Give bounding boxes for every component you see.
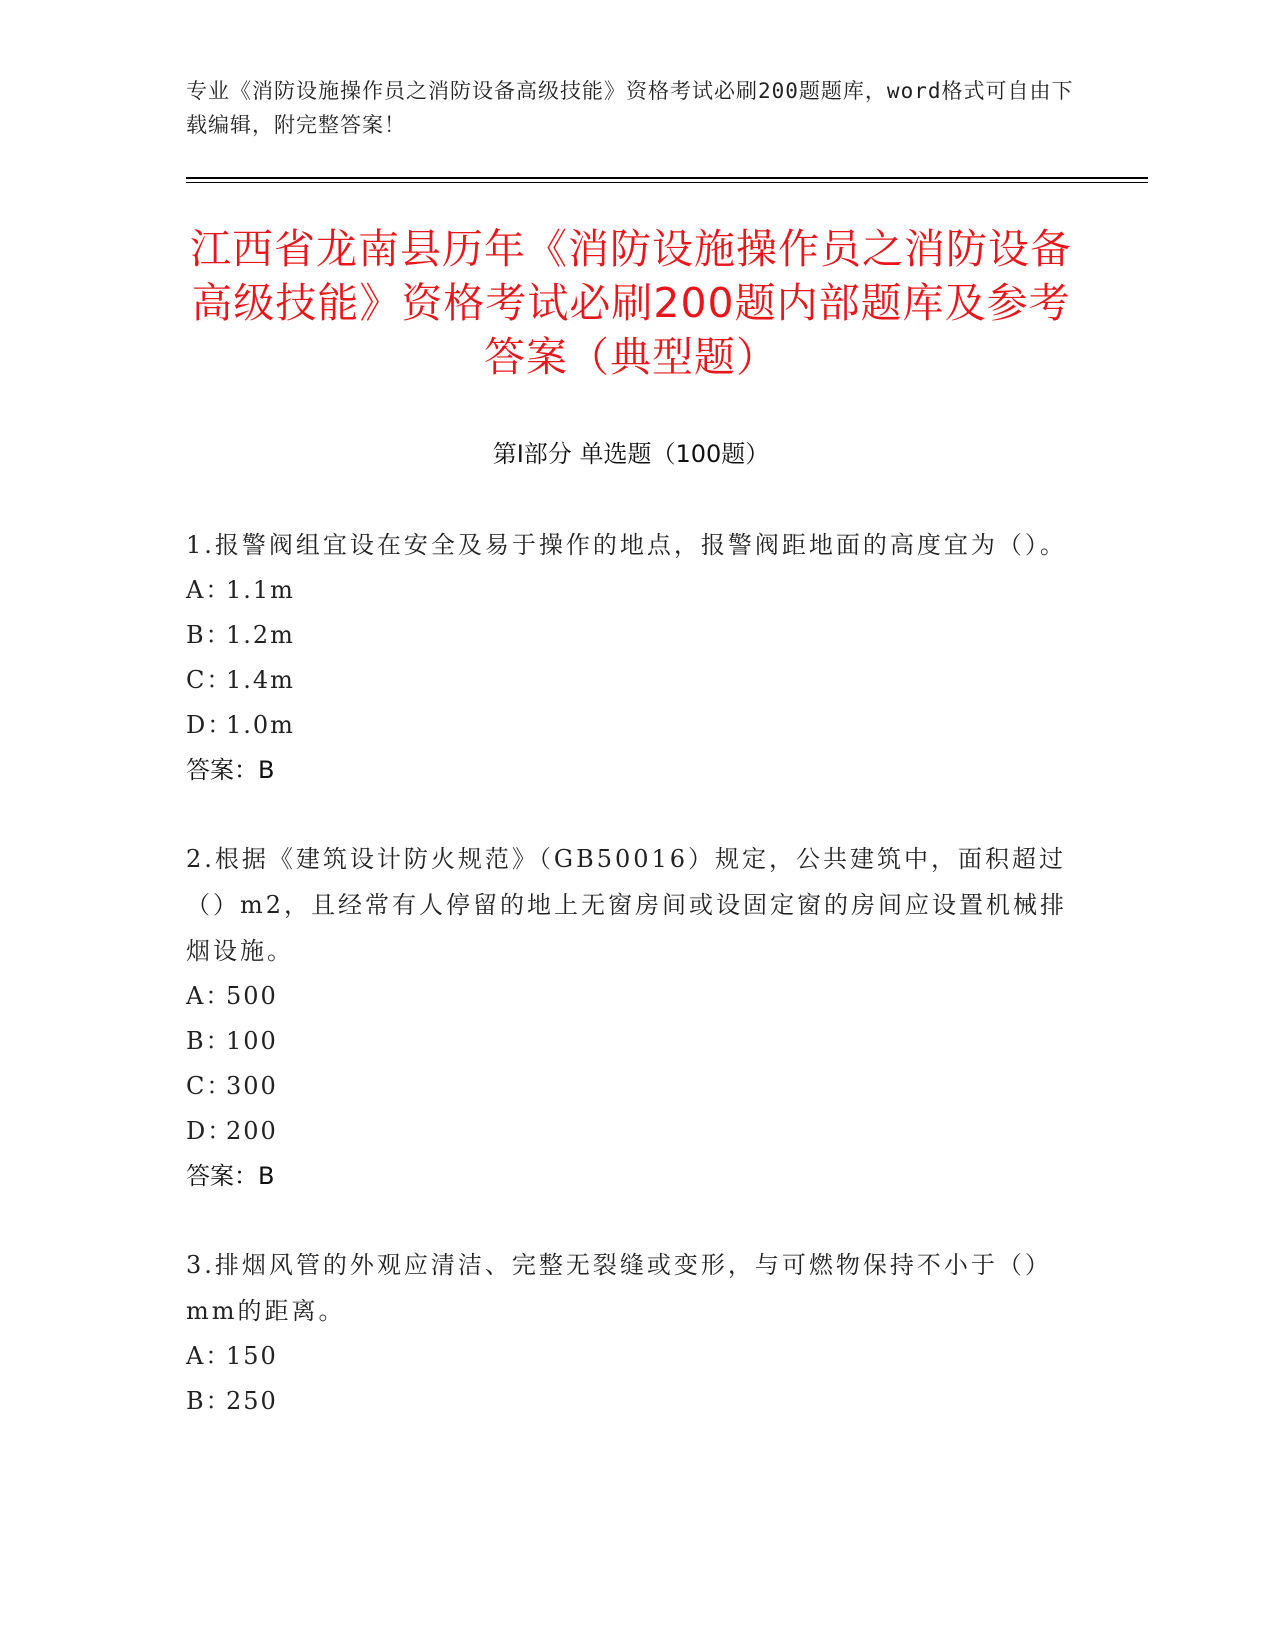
- header-divider: [186, 177, 1148, 179]
- document-title: 江西省龙南县历年《消防设施操作员之消防设备高级技能》资格考试必刷200题内部题库及参考答案（典型题）: [190, 225, 1072, 381]
- option-letter: B：: [186, 1387, 232, 1415]
- option-text: 200: [226, 1117, 278, 1145]
- header-divider-thin: [186, 182, 1148, 183]
- answer-label: 答案：B: [186, 756, 275, 784]
- option-letter: D：: [186, 1117, 234, 1145]
- option-text: 1.1m: [226, 576, 295, 604]
- option-letter: D：: [186, 711, 234, 739]
- option-letter: B：: [186, 1027, 232, 1055]
- option-text: 1.4m: [226, 666, 295, 694]
- option-text: 150: [226, 1342, 278, 1370]
- question-list: [186, 522, 1076, 1468]
- option-letter: A：: [186, 982, 232, 1010]
- answer-label: 答案：B: [186, 1162, 275, 1190]
- question-2: [186, 836, 1076, 1198]
- option-text: 1.2m: [226, 621, 295, 649]
- option-a: [186, 568, 1076, 613]
- option-letter: C：: [186, 666, 233, 694]
- option-b: [186, 613, 1076, 658]
- option-text: 1.0m: [226, 711, 295, 739]
- question-1: [186, 522, 1076, 792]
- option-letter: C：: [186, 1072, 233, 1100]
- option-b: [186, 1379, 1076, 1424]
- question-stem: 2.根据《建筑设计防火规范》（GB50016）规定，公共建筑中，面积超过（）m2，且经常有人停留的地上无窗房间或设固定窗的房间应设置机械排烟设施。: [186, 845, 1068, 965]
- option-letter: B：: [186, 621, 232, 649]
- header-note: 专业《消防设施操作员之消防设备高级技能》资格考试必刷200题题库，word格式可自由下载编辑，附完整答案！: [186, 79, 1074, 137]
- option-letter: A：: [186, 1342, 232, 1370]
- option-text: 500: [226, 982, 278, 1010]
- option-text: 100: [226, 1027, 278, 1055]
- option-letter: A：: [186, 576, 232, 604]
- option-c: [186, 658, 1076, 703]
- section-title: 第Ⅰ部分 单选题（100题）: [492, 440, 770, 468]
- option-b: [186, 1019, 1076, 1064]
- question-stem: 3.排烟风管的外观应清洁、完整无裂缝或变形，与可燃物保持不小于（）mm的距离。: [186, 1251, 1052, 1325]
- option-c: [186, 1064, 1076, 1109]
- option-d: [186, 1109, 1076, 1154]
- option-a: [186, 974, 1076, 1019]
- option-text: 250: [226, 1387, 278, 1415]
- option-text: 300: [226, 1072, 278, 1100]
- question-stem: 1.报警阀组宜设在安全及易于操作的地点，报警阀距地面的高度宜为（）。: [186, 531, 1067, 559]
- option-d: [186, 703, 1076, 748]
- option-a: [186, 1334, 1076, 1379]
- question-3: [186, 1242, 1076, 1424]
